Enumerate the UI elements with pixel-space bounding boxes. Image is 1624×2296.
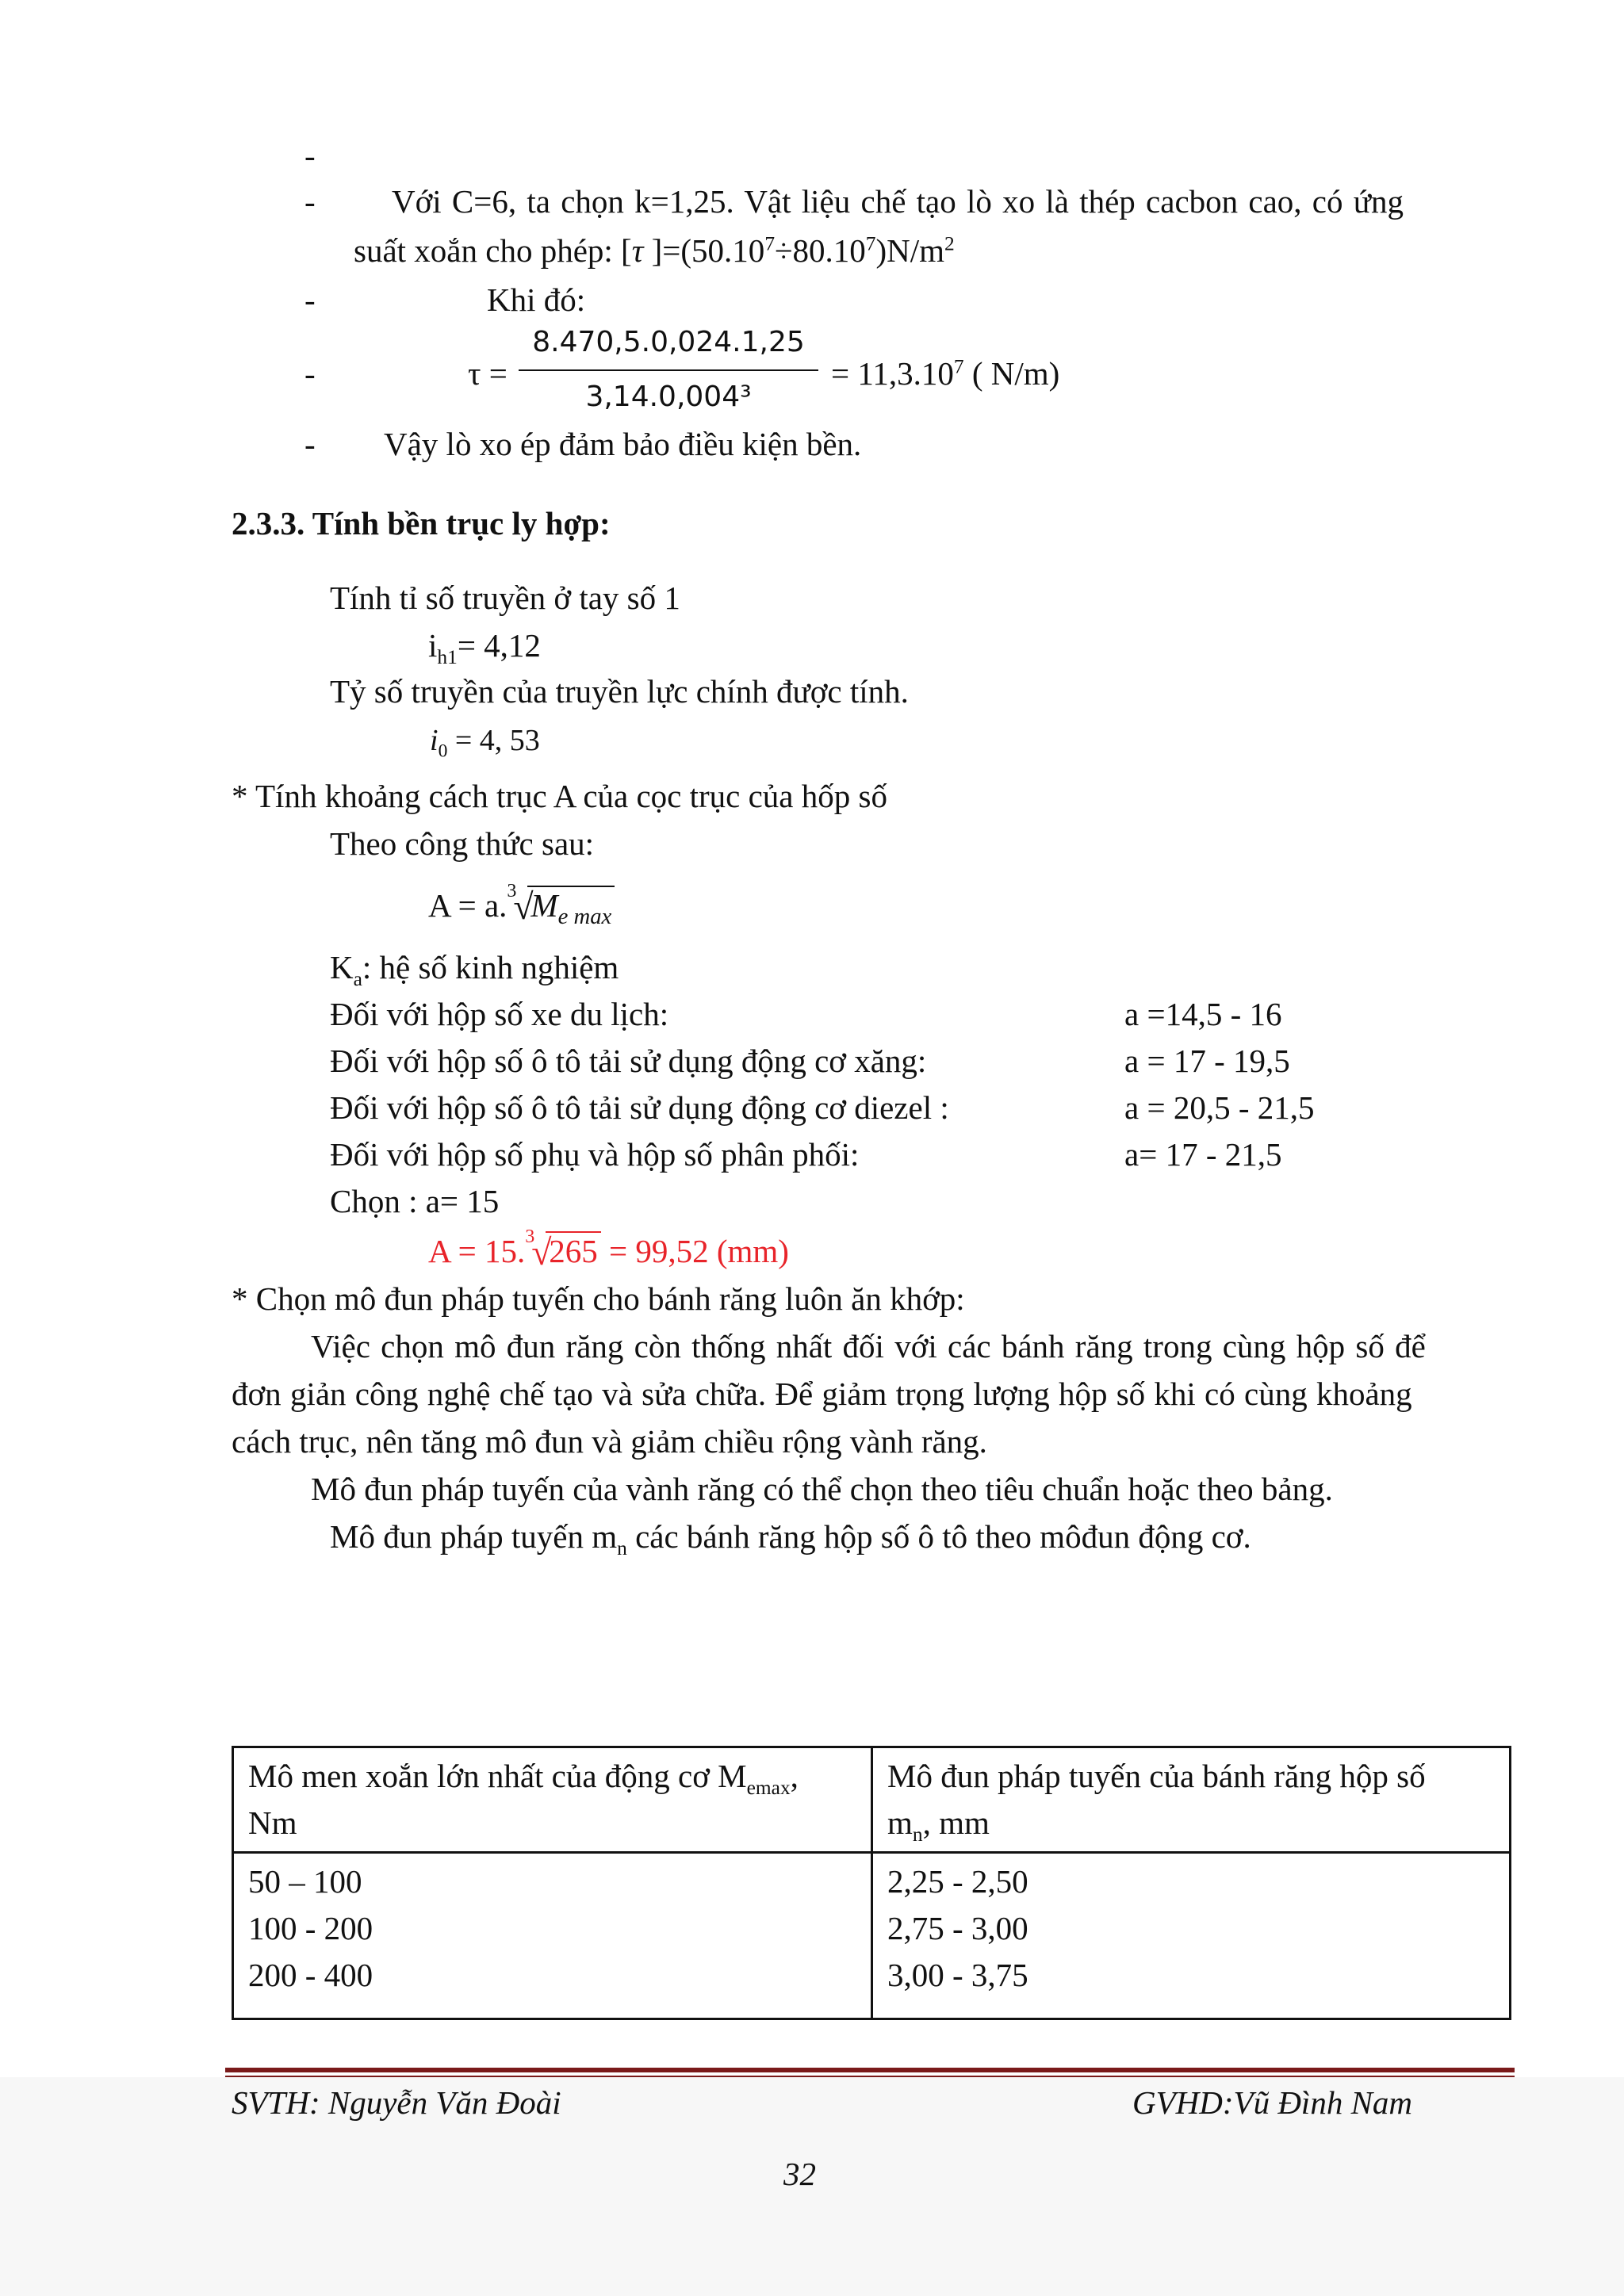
coeff-row-label: Đối với hộp số phụ và hộp số phân phối: (330, 1136, 860, 1173)
table-cell-torque: 50 – 100 100 - 200 200 - 400 (233, 1853, 872, 2019)
coeff-row-value: a= 17 - 21,5 (1124, 1136, 1282, 1173)
list-item-khi-do: Khi đó: (487, 281, 586, 318)
coeff-row-value: a = 20,5 - 21,5 (1124, 1089, 1315, 1126)
main-ratio-label: Tỷ số truyền của truyền lực chính được tính. (330, 673, 909, 710)
table-header-torque: Mô men xoắn lớn nhất của động cơ $M_{emax}$, Nm (233, 1747, 872, 1853)
coeff-row-label: Đối với hộp số ô tô tải sử dụng động cơ xăng: (330, 1043, 927, 1079)
module-paragraph-line: đơn giản công nghệ chế tạo và sửa chữa. Để giảm trọng lượng hộp số khi có cùng khoảng (232, 1376, 1412, 1412)
fraction-denominator: 3,14.0,004³ (585, 380, 752, 413)
footer-rule-thin (225, 2076, 1515, 2077)
choose-a: Chọn : a= 15 (330, 1183, 500, 1219)
i0-value: $i_0 = 4$, 53 (430, 724, 540, 762)
module-paragraph-standard: Mô đun pháp tuyến của vành răng có thể chọn theo tiêu chuẩn hoặc theo bảng. (311, 1471, 1333, 1507)
footer-advisor: GVHD:Vũ Đình Nam (1132, 2084, 1413, 2121)
stress-fraction (519, 320, 818, 419)
distance-heading: * Tính khoảng cách trục A của cọc trục của hốp số (232, 778, 887, 814)
module-heading: * Chọn mô đun pháp tuyến cho bánh răng luôn ăn khớp: (232, 1280, 965, 1317)
table-header-module: Mô đun pháp tuyến của bánh răng hộp số $m_n$, mm (872, 1747, 1511, 1853)
coeff-row-value: a =14,5 - 16 (1124, 996, 1282, 1032)
fraction-bar (519, 369, 818, 371)
page-number: 32 (783, 2156, 816, 2192)
list-item-material: Với C=6, ta chọn k=1,25. Vật liệu chế tạo lò xo là thép cacbon cao, có ứng (392, 183, 1404, 220)
ka-definition: $K_a$: hệ số kinh nghiệm (330, 949, 619, 991)
coeff-row-label: Đối với hộp số ô tô tải sử dụng động cơ diezel : (330, 1089, 949, 1126)
result-formula: A = 15. 3 √ 265 = 99,52 (mm) (428, 1226, 789, 1272)
formula-intro: Theo công thức sau: (330, 825, 595, 862)
module-paragraph-engine: Mô đun pháp tuyến $m_n$ các bánh răng hộp số ô tô theo môđun động cơ. (330, 1518, 1251, 1560)
coeff-row-label: Đối với hộp số xe du lịch: (330, 996, 669, 1032)
module-table (232, 1746, 1511, 2020)
list-dash: - (304, 183, 316, 220)
list-dash: - (304, 281, 316, 318)
table-header-row (233, 1747, 1511, 1853)
list-item-stress: suất xoắn cho phép: [τ ]$=(50.10^7\div 80.10^7)N/m^2$ (354, 232, 955, 269)
list-item-conclusion: Vậy lò xo ép đảm bảo điều kiện bền. (384, 426, 862, 462)
list-dash: - (304, 137, 316, 174)
coeff-row-value: a = 17 - 19,5 (1124, 1043, 1290, 1079)
formula-lhs: τ = (468, 355, 508, 392)
list-dash: - (304, 426, 316, 462)
table-cell-module: 2,25 - 2,50 2,75 - 3,00 3,00 - 3,75 (872, 1853, 1511, 2019)
module-paragraph-line: Việc chọn mô đun răng còn thống nhất đối với các bánh răng trong cùng hộp số để (311, 1328, 1426, 1364)
fraction-numerator: 8.470,5.0,024.1,25 (532, 326, 805, 358)
table-row (233, 1853, 1511, 2019)
ratio-label: Tính tỉ số truyền ở tay số 1 (330, 580, 680, 616)
list-dash: - (304, 355, 316, 392)
section-heading: 2.3.3. Tính bền trục ly hợp: (232, 505, 611, 541)
footer-student: SVTH: Nguyễn Văn Đoài (232, 2084, 561, 2121)
formula-rhs: = $11,3.10^7$ ( N/m) (831, 355, 1060, 392)
module-paragraph-line: cách trục, nên tăng mô đun và giảm chiều rộng vành răng. (232, 1423, 987, 1460)
footer-rule-thick (225, 2068, 1515, 2072)
ih1-value: $i_{h1}= 4,12$ (428, 627, 541, 669)
center-distance-formula: A = a. 3 √ $M_{e max}$ (428, 886, 615, 925)
